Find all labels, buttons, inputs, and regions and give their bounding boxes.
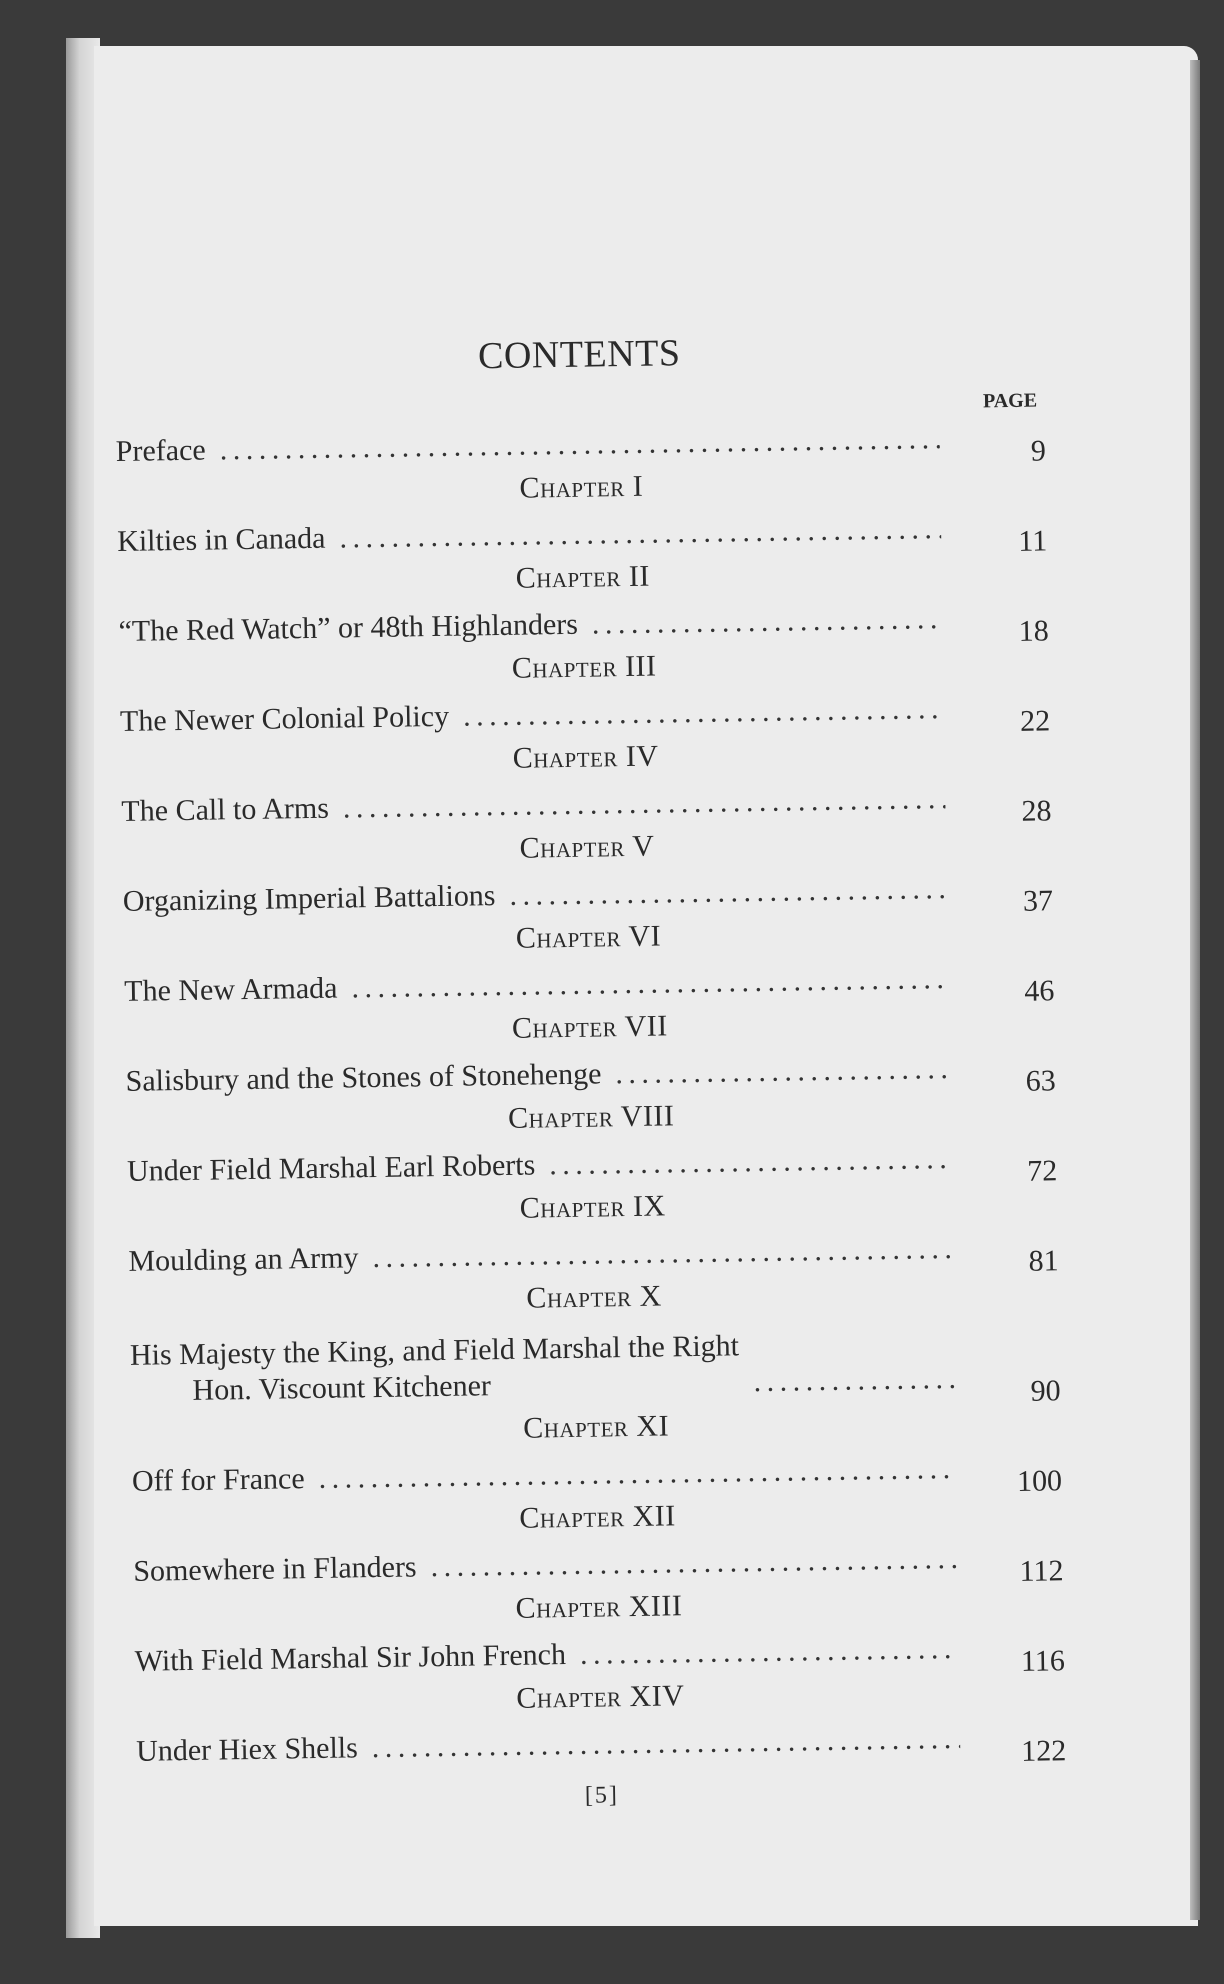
entry-page-number: 11 <box>1018 524 1048 558</box>
entry-page-number: 18 <box>1018 614 1049 648</box>
entry-title <box>118 607 578 650</box>
chapter-label: Chapter XII <box>519 1499 676 1535</box>
entry-title <box>130 1328 740 1410</box>
dot-leader <box>615 1051 950 1092</box>
dot-leader <box>592 601 943 643</box>
entry-title-line: Kilties in Canada <box>116 521 326 558</box>
entry-page-number: 100 <box>1016 1464 1063 1498</box>
dot-leader <box>219 421 940 468</box>
chapter-label: Chapter VIII <box>507 1099 675 1135</box>
entry-title-line: Moulding an Army <box>128 1241 359 1278</box>
entry-title-line: His Majesty the King, and Field Marshal the Right <box>129 1329 740 1372</box>
entry-title-continuation: Hon. Viscount Kitchener <box>192 1369 492 1407</box>
chapter-label: Chapter VII <box>511 1009 668 1045</box>
table-of-contents <box>114 325 1067 1816</box>
entry-title-line: Somewhere in Flanders <box>133 1550 417 1588</box>
entry-page-number: 37 <box>1022 884 1054 918</box>
chapter-label: Chapter V <box>519 829 655 865</box>
entry-title: Preface <box>115 433 206 468</box>
entry-title <box>124 971 338 1010</box>
entry-page-number: 72 <box>1026 1154 1058 1188</box>
dot-leader <box>339 511 941 556</box>
folio-page-number: [5] <box>584 1782 620 1809</box>
chapter-label: Chapter XIV <box>516 1679 685 1715</box>
entry-page-number: 46 <box>1024 974 1055 1008</box>
dot-leader <box>509 871 947 914</box>
chapter-label: Chapter XI <box>522 1409 670 1445</box>
entry-page-number: 122 <box>1021 1734 1067 1768</box>
chapter-label: Chapter II <box>515 559 651 595</box>
entry-page-number: 9 <box>1030 434 1047 468</box>
toc-entry <box>129 1311 1060 1410</box>
chapter-label: Chapter XIII <box>515 1589 683 1625</box>
chapter-label: Chapter IV <box>512 739 659 775</box>
entry-title <box>117 521 326 560</box>
dot-leader <box>463 691 944 735</box>
page-edge <box>1190 60 1200 1920</box>
dot-leader <box>753 1361 954 1400</box>
dot-leader <box>372 1721 961 1766</box>
page-column-header: PAGE <box>982 389 1038 413</box>
page-title: CONTENTS <box>477 332 681 378</box>
entry-title-line: The Call to Arms <box>121 791 330 828</box>
entry-title-line: The New Armada <box>123 971 338 1008</box>
entry-title <box>121 791 329 830</box>
entry-page-number: 112 <box>1019 1554 1064 1588</box>
dot-leader <box>549 1141 951 1183</box>
entry-title-line: “The Red Watch” or 48th Highlanders <box>118 607 579 648</box>
dot-leader <box>430 1541 957 1585</box>
dot-leader <box>351 961 948 1006</box>
dot-leader <box>318 1451 956 1497</box>
dot-leader <box>580 1631 959 1673</box>
entry-title-line: Under Hiex Shells <box>135 1731 359 1768</box>
chapter-label: Chapter X <box>526 1279 663 1315</box>
entry-title-line: Under Field Marshal Earl Roberts <box>126 1148 536 1188</box>
entry-title <box>133 1549 417 1589</box>
entry-title-line: Organizing Imperial Battalions <box>122 879 496 918</box>
dot-leader <box>372 1231 952 1276</box>
entry-title <box>125 1056 601 1099</box>
chapter-label: Chapter III <box>511 649 657 685</box>
entry-title <box>128 1240 359 1280</box>
entry-title <box>132 1461 305 1500</box>
entry-page-number: 81 <box>1028 1244 1059 1278</box>
entry-title-line: Off for France <box>131 1462 305 1498</box>
entry-title <box>120 699 450 740</box>
dot-leader <box>343 781 946 826</box>
entry-title <box>127 1147 536 1189</box>
entry-page-number: 28 <box>1021 794 1052 828</box>
entry-title-line: With Field Marshal Sir John French <box>134 1638 567 1678</box>
chapter-label: Chapter IX <box>519 1189 666 1225</box>
chapter-label: Chapter VI <box>515 919 662 955</box>
entry-title-line: Salisbury and the Stones of Stonehenge <box>125 1057 602 1098</box>
entry-page-number: 90 <box>1030 1374 1061 1408</box>
entry-title-line: The Newer Colonial Policy <box>119 699 450 738</box>
entry-page-number: 116 <box>1020 1644 1066 1678</box>
entry-page-number: 22 <box>1019 704 1051 738</box>
entry-title <box>123 878 496 920</box>
entry-title <box>136 1730 358 1769</box>
entry-title <box>134 1637 566 1680</box>
entry-page-number: 63 <box>1025 1064 1057 1098</box>
chapter-label: Chapter I <box>519 469 644 505</box>
chapter-list <box>116 461 1066 1769</box>
